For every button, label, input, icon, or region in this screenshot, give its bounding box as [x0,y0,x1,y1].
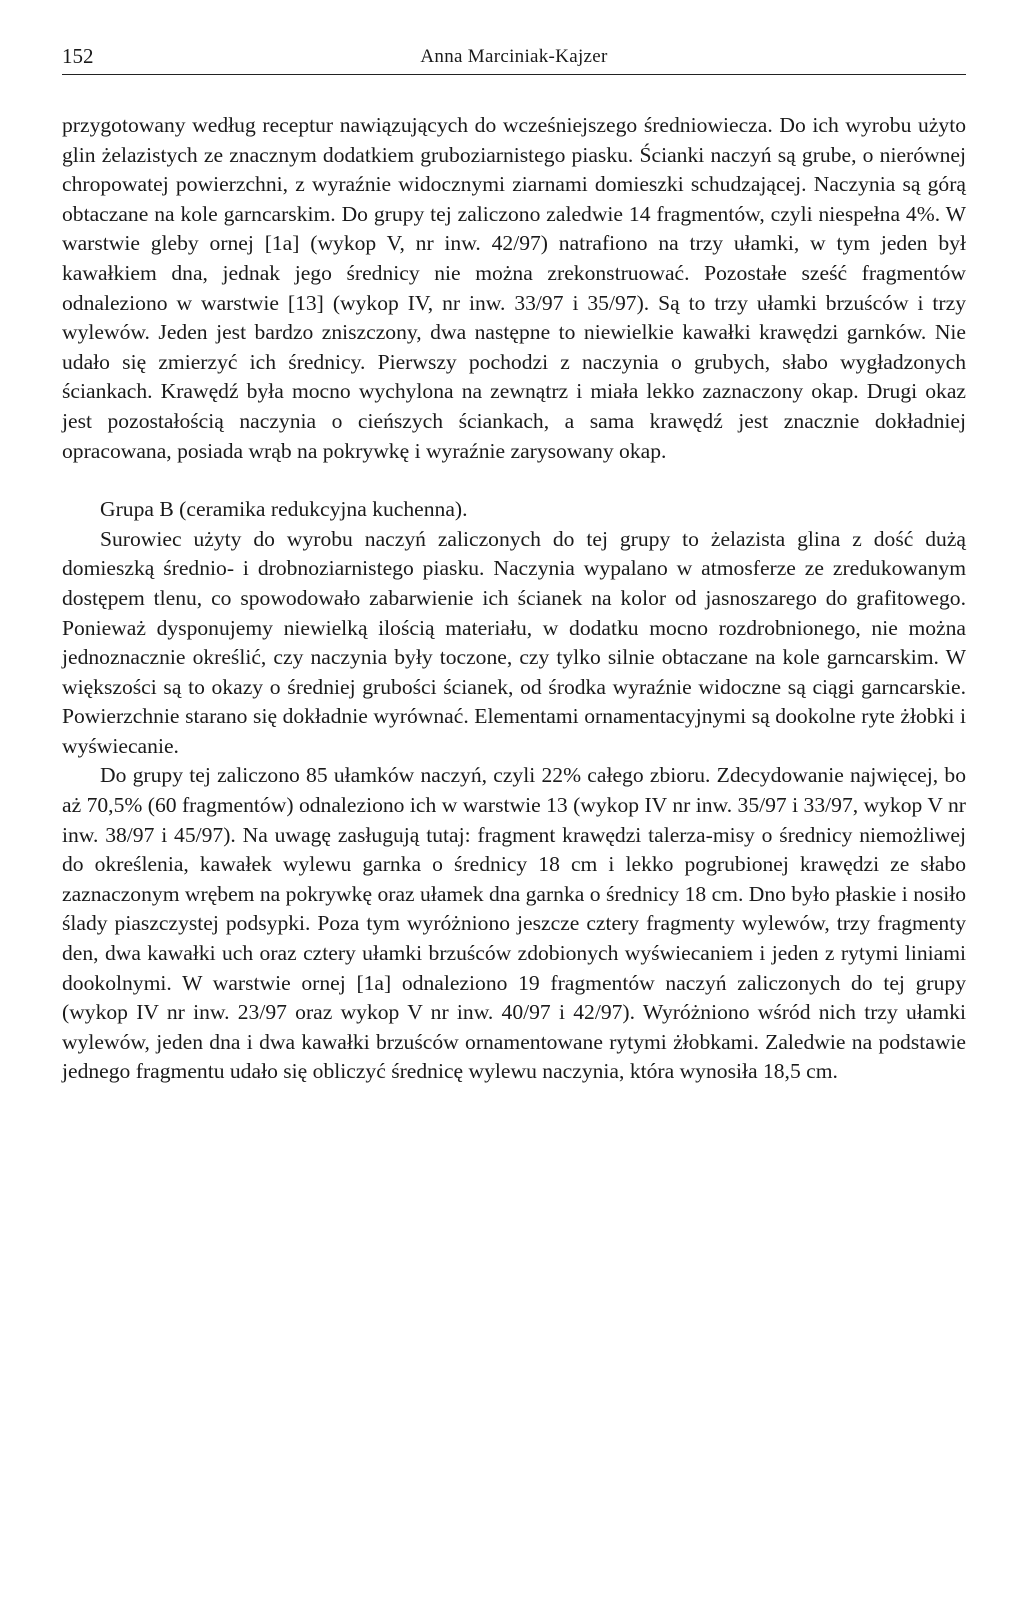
paragraph-group-b-material: Surowiec użyty do wyrobu naczyń zaliczonych do tej grupy to żelazista glina z dość dużą domieszką średnio- i drobnoziarnistego piasku. Naczynia wypalano w atmosferze ze zredukowanym dostępem tlenu, co spowodowało zabarwienie ich ścianek na kolor od jasnoszarego do grafitowego. Ponieważ dysponujemy niewielką ilością materiału, w dodatku mocno rozdrobnionego, nie można jednoznacznie określić, czy naczynia były toczone, czy tylko silnie obtaczane na kole garncarskim. W większości są to okazy o średniej grubości ścianek, od środka wyraźnie widoczne są ciągi garncarskie. Powierzchnie starano się dokładnie wyrównać. Elementami ornamentacyjnymi są dookolne ryte żłobki i wyświecanie. [62,526,966,758]
section-spacer [62,466,966,495]
group-heading: Grupa B (ceramika redukcyjna kuchenna). [100,497,468,522]
running-title-author: Anna Marciniak-Kajzer [420,46,608,67]
document-page [62,40,966,1087]
paragraph-group-b-finds: Do grupy tej zaliczono 85 ułamków naczyń, czyli 22% całego zbioru. Zdecydowanie najwięcej, bo aż 70,5% (60 fragmentów) odnaleziono ich w warstwie 13 (wykop IV nr inw. 35/97 i 33/97, wykop V nr inw. 38/97 i 45/97). Na uwagę zasługują tutaj: fragment krawędzi talerza-misy o średnicy niemożliwej do określenia, kawałek wylewu garnka o średnicy 18 cm i lekko pogrubionej krawędzi ze słabo zaznaczonym wrębem na pokrywkę oraz ułamek dna garnka o średnicy 18 cm. Dno było płaskie i nosiło ślady piaszczystej podsypki. Poza tym wyróżniono jeszcze cztery fragmenty wylewów, trzy fragmenty den, dwa kawałki uch oraz cztery ułamki brzuśców zdobionych wyświecaniem i jeden z rytymi liniami dookolnymi. W warstwie ornej [1a] odnaleziono 19 fragmentów naczyń zaliczonych do tej grupy (wykop IV nr inw. 23/97 oraz wykop V nr inw. 40/97 i 42/97). Wyróżniono wśród nich trzy ułamki wylewów, jeden dna i dwa kawałki brzuśców ornamentowane rytymi żłobkami. Zaledwie na podstawie jednego fragmentu udało się obliczyć średnicę wylewu naczynia, która wynosiła 18,5 cm. [62,763,966,1084]
page-number: 152 [62,44,94,68]
running-header [62,40,966,75]
paragraph-continued: przygotowany według receptur nawiązujących do wcześniejszego średniowiecza. Do ich wyrobu użyto glin żelazistych ze znacznym dodatkiem gruboziarnistego piasku. Ścianki naczyń są grube, o nierównej chropowatej powierzchni, z wyraźnie widocznymi ziarnami domieszki schudzającej. Naczynia są górą obtaczane na kole garncarskim. Do grupy tej zaliczono zaledwie 14 fragmentów, czyli niespełna 4%. W warstwie gleby ornej [1a] (wykop V, nr inw. 42/97) natrafiono na trzy ułamki, w tym jeden był kawałkiem dna, jednak jego średnicy nie można zrekonstruować. Pozostałe sześć fragmentów odnaleziono w warstwie [13] (wykop IV, nr inw. 33/97 i 35/97). Są to trzy ułamki brzuśców i trzy wylewów. Jeden jest bardzo zniszczony, dwa następne to niewielkie kawałki krawędzi garnków. Nie udało się zmierzyć ich średnicy. Pierwszy pochodzi z naczynia o grubych, słabo wygładzonych ściankach. Krawędź była mocno wychylona na zewnątrz i miała lekko zaznaczony okap. Drugi okaz jest pozostałością naczynia o cieńszych ściankach, a sama krawędź jest znacznie dokładniej opracowana, posiada wrąb na pokrywkę i wyraźnie zarysowany okap. [62,113,966,463]
body-text [62,111,966,1087]
